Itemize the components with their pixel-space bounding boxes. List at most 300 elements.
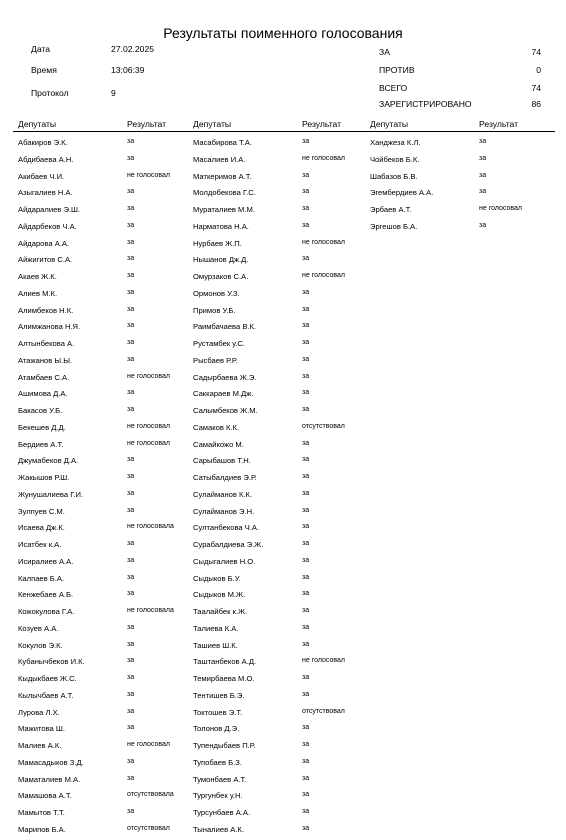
table-row	[18, 605, 196, 622]
table-row	[18, 505, 196, 522]
vote-result: за	[127, 406, 135, 413]
table-row	[18, 622, 196, 639]
table-row	[193, 722, 371, 739]
deputy-name: Кубанычбеков И.К.	[18, 657, 85, 667]
table-row	[18, 773, 196, 790]
deputy-name: Эргешов Б.А.	[370, 221, 418, 231]
deputy-name: Маткеримов А.Т.	[193, 171, 252, 181]
table-row	[18, 237, 196, 254]
deputy-name: Бекешев Д.Д.	[18, 422, 66, 432]
deputy-name: Саккараев М.Дж.	[193, 389, 254, 399]
header-result-3: Результат	[479, 119, 519, 129]
vote-result: за	[302, 774, 310, 782]
deputy-name: Эгембердиев А.А.	[370, 188, 434, 198]
table-row	[18, 387, 196, 404]
vote-result: за	[302, 171, 310, 179]
header-deputies-3: Депутаты	[370, 119, 409, 129]
tally-registered-label: ЗАРЕГИСТРИРОВАНО	[379, 99, 472, 109]
meta-protocol-value: 9	[111, 88, 116, 98]
deputy-name: Акаев Ж.К.	[18, 272, 57, 281]
vote-result: не голосовала	[127, 523, 174, 531]
deputy-name: Калпаев Б.А.	[18, 573, 65, 583]
document-title: Результаты поименного голосования	[163, 25, 403, 41]
vote-result: за	[127, 724, 135, 732]
vote-result: за	[127, 590, 135, 598]
deputy-name: Шабазов Б.В.	[370, 171, 418, 181]
deputy-name: Мамасадыков З.Д.	[18, 757, 84, 767]
vote-result: за	[127, 305, 135, 313]
deputy-name: Алиев М.К.	[18, 288, 58, 298]
vote-result: за	[127, 473, 135, 480]
table-row	[18, 756, 196, 773]
deputy-name: Айжигитов С.А.	[18, 255, 73, 265]
table-row	[193, 622, 371, 639]
table-row	[18, 304, 196, 321]
table-row	[18, 538, 196, 555]
deputy-name: Сулайманов Э.Н.	[193, 506, 255, 516]
vote-result: за	[127, 272, 135, 279]
table-row	[193, 186, 371, 203]
vote-result: за	[302, 590, 310, 598]
meta-time-label: Время	[31, 65, 57, 75]
table-column-3	[370, 136, 548, 237]
vote-result: за	[127, 339, 135, 346]
table-row	[18, 471, 196, 488]
deputy-name: Сыдыков Б.У.	[193, 573, 241, 583]
deputy-name: Айдарова А.А.	[18, 238, 70, 248]
table-row	[193, 672, 371, 689]
meta-protocol-label: Протокол	[31, 88, 69, 98]
vote-result: не голосовал	[302, 154, 345, 162]
vote-result: за	[302, 607, 310, 614]
deputy-name: Тупобаев Б.З.	[193, 757, 242, 767]
table-row	[193, 555, 371, 572]
deputy-name: Бакасов У.Б.	[18, 406, 63, 415]
deputy-name: Мамытов Т.Т.	[18, 808, 65, 817]
table-row	[18, 136, 196, 153]
vote-result: за	[302, 741, 310, 748]
deputy-name: Кожокулова Г.А.	[18, 607, 75, 616]
vote-result: не голосовал	[302, 238, 345, 246]
tally-for-value: 74	[531, 47, 541, 57]
table-row	[18, 555, 196, 572]
deputy-name: Кенжебаев А.Б.	[18, 590, 74, 600]
deputy-name: Чойбеков Б.К.	[370, 154, 420, 164]
vote-result: не голосовал	[127, 372, 170, 380]
vote-result: за	[127, 154, 135, 162]
vote-result: за	[127, 707, 135, 715]
deputy-name: Исатбек к.А.	[18, 540, 62, 549]
vote-result: за	[302, 556, 310, 564]
table-row	[18, 203, 196, 220]
table-row	[18, 722, 196, 739]
table-row	[193, 488, 371, 505]
deputy-name: Жунушалиева Г.И.	[18, 489, 84, 499]
table-row	[193, 304, 371, 321]
vote-result: за	[302, 690, 310, 698]
deputy-name: Алтынбекова А.	[18, 339, 75, 348]
vote-result: за	[302, 506, 310, 514]
vote-result: не голосовал	[302, 272, 345, 279]
vote-result: за	[127, 489, 135, 497]
table-row	[18, 488, 196, 505]
deputy-name: Сатыбалдиев Э.Р.	[193, 473, 257, 482]
deputy-name: Мамашова А.Т.	[18, 791, 72, 801]
vote-result: за	[127, 540, 135, 547]
table-row	[193, 237, 371, 254]
vote-result: за	[302, 540, 310, 547]
vote-result: за	[127, 657, 135, 665]
vote-result: за	[127, 640, 135, 648]
table-row	[193, 153, 371, 170]
tally-registered-row	[379, 99, 541, 111]
meta-date-label: Дата	[31, 44, 51, 54]
table-row	[18, 287, 196, 304]
tally-total-label: ВСЕГО	[379, 83, 408, 93]
vote-result: за	[302, 255, 310, 263]
vote-result: за	[127, 255, 135, 263]
table-row	[18, 153, 196, 170]
table-row	[193, 806, 371, 823]
vote-result: за	[302, 372, 310, 380]
table-row	[193, 270, 371, 287]
table-row	[193, 404, 371, 421]
vote-result: за	[302, 221, 310, 229]
table-row	[193, 823, 371, 840]
deputy-name: Салымбеков Ж.М.	[193, 406, 258, 415]
table-row	[18, 806, 196, 823]
table-row	[18, 320, 196, 337]
table-column-1	[18, 136, 196, 840]
tally-total-value: 74	[531, 83, 541, 93]
vote-result: за	[127, 757, 135, 765]
table-row	[18, 655, 196, 672]
vote-result: отсутствовал	[127, 824, 170, 832]
deputy-name: Молдобекова Г.С.	[193, 188, 256, 198]
deputy-name: Жакышов Р.Ш.	[18, 473, 70, 482]
table-row	[193, 639, 371, 656]
deputy-name: Токтошев Э.Т.	[193, 707, 243, 717]
deputy-name: Сыдыгалиев Н.О.	[193, 556, 256, 566]
vote-result: за	[302, 674, 310, 681]
vote-result: за	[302, 355, 310, 363]
header-divider	[13, 131, 555, 132]
deputy-name: Алимбеков Н.К.	[18, 305, 74, 315]
deputy-name: Тентишев Б.Э.	[193, 690, 245, 700]
deputy-name: Сарыбашов Т.Н.	[193, 456, 251, 466]
deputy-name: Ашимова Д.А.	[18, 389, 68, 399]
table-row	[18, 823, 196, 840]
vote-result: за	[127, 138, 135, 145]
deputy-name: Тыналиев А.К.	[193, 824, 244, 834]
vote-result: отсутствовал	[302, 422, 345, 430]
vote-result: не голосовал	[127, 439, 170, 447]
deputy-name: Нурбаев Ж.П.	[193, 238, 242, 248]
vote-result: не голосовал	[127, 422, 170, 430]
deputy-name: Ханджеза К.Л.	[370, 138, 421, 147]
vote-result: за	[479, 171, 487, 179]
deputy-name: Тургунбек у.Н.	[193, 791, 243, 801]
vote-result: не голосовал	[127, 741, 170, 748]
tally-total-row	[379, 83, 541, 95]
deputy-name: Маматалиев М.А.	[18, 774, 81, 784]
vote-result: за	[479, 154, 487, 162]
vote-result: за	[127, 556, 135, 564]
deputy-name: Рустамбек у.С.	[193, 339, 245, 348]
header-result-1: Результат	[127, 119, 167, 129]
vote-result: за	[302, 339, 310, 346]
meta-time-value: 13:06:39	[111, 65, 145, 75]
table-row	[18, 588, 196, 605]
table-row	[193, 739, 371, 756]
table-row	[193, 505, 371, 522]
table-row	[193, 471, 371, 488]
deputy-name: Акибаев Ч.И.	[18, 171, 65, 181]
vote-result: за	[127, 188, 135, 196]
deputy-name: Нышанов Дж.Д.	[193, 255, 249, 265]
deputy-name: Эрбаев А.Т.	[370, 205, 412, 214]
vote-result: не голосовала	[127, 607, 174, 614]
table-row	[193, 454, 371, 471]
deputy-name: Бердиев А.Т.	[18, 439, 64, 449]
table-row	[193, 354, 371, 371]
vote-result: за	[302, 757, 310, 765]
deputy-name: Атамбаев С.А.	[18, 372, 70, 382]
vote-result: не голосовал	[127, 171, 170, 179]
deputy-name: Мураталиев М.М.	[193, 205, 255, 214]
deputy-name: Малиев А.К.	[18, 741, 62, 750]
deputy-name: Примов У.Б.	[193, 305, 236, 315]
vote-result: за	[302, 724, 310, 732]
deputy-name: Исиралиев А.А.	[18, 556, 74, 566]
vote-result: за	[127, 221, 135, 229]
deputy-name: Рысбаев Р.Р.	[193, 355, 238, 365]
deputy-name: Исаева Дж.К.	[18, 523, 65, 533]
table-row	[193, 689, 371, 706]
table-row	[370, 220, 548, 237]
deputy-name: Сурабалдиева Э.Ж.	[193, 540, 264, 549]
vote-result: за	[302, 439, 310, 447]
vote-result: отсутствовала	[127, 791, 174, 799]
vote-result: за	[127, 573, 135, 581]
vote-result: за	[302, 389, 310, 397]
deputy-name: Козуев А.А.	[18, 623, 59, 633]
header-deputies-1: Депутаты	[18, 119, 57, 129]
table-row	[18, 337, 196, 354]
vote-result: за	[127, 506, 135, 514]
vote-result: за	[127, 288, 135, 296]
meta-time-row	[31, 65, 211, 77]
deputy-name: Турсунбаев А.А.	[193, 808, 251, 817]
table-row	[193, 203, 371, 220]
vote-result: за	[302, 406, 310, 413]
table-column-2	[193, 136, 371, 840]
deputy-name: Зулпуев С.М.	[18, 506, 65, 516]
vote-result: не голосовал	[479, 205, 522, 212]
table-row	[18, 186, 196, 203]
deputy-name: Темирбаева М.О.	[193, 674, 255, 683]
deputy-name: Кокулов Э.К.	[18, 640, 63, 650]
deputy-name: Алимжанова Н.Я.	[18, 322, 81, 332]
deputy-name: Султанбекова Ч.А.	[193, 523, 260, 533]
tally-for-label: ЗА	[379, 47, 390, 57]
table-row	[193, 287, 371, 304]
table-row	[370, 203, 548, 220]
header-deputies-2: Депутаты	[193, 119, 232, 129]
vote-result: за	[127, 389, 135, 397]
vote-result: за	[127, 674, 135, 681]
table-row	[370, 153, 548, 170]
table-row	[18, 454, 196, 471]
meta-date-value: 27.02.2025	[111, 44, 155, 54]
deputy-name: Джумабеков Д.А.	[18, 456, 79, 466]
vote-result: за	[127, 774, 135, 782]
table-row	[193, 538, 371, 555]
table-row	[18, 220, 196, 237]
vote-result: не голосовал	[302, 657, 345, 665]
table-row	[193, 421, 371, 438]
deputy-name: Кылычбаев А.Т.	[18, 690, 74, 700]
deputy-name: Таалайбек к.Ж.	[193, 607, 248, 616]
vote-result: за	[127, 690, 135, 698]
table-row	[193, 220, 371, 237]
deputy-name: Мажитова Ш.	[18, 724, 65, 734]
table-row	[18, 170, 196, 187]
table-row	[193, 170, 371, 187]
table-row	[18, 789, 196, 806]
table-row	[193, 320, 371, 337]
table-row	[18, 404, 196, 421]
deputy-name: Айдаралиев Э.Ш.	[18, 205, 81, 214]
vote-result: за	[302, 456, 310, 464]
vote-result: за	[302, 824, 310, 832]
tally-against-row	[379, 65, 541, 77]
deputy-name: Толонов Д.Э.	[193, 724, 240, 734]
deputy-name: Марипов Б.А.	[18, 824, 66, 834]
table-row	[18, 253, 196, 270]
deputy-name: Садырбаева Ж.Э.	[193, 372, 257, 382]
table-row	[193, 773, 371, 790]
deputy-name: Лурова Л.Х.	[18, 707, 60, 717]
vote-result: за	[302, 640, 310, 648]
deputy-name: Раимбачаева В.К.	[193, 322, 257, 332]
deputy-name: Самайкожо М.	[193, 439, 244, 449]
table-row	[193, 789, 371, 806]
tally-against-label: ПРОТИВ	[379, 65, 415, 75]
meta-date-row	[31, 44, 211, 56]
table-row	[18, 521, 196, 538]
deputy-name: Абдибаева А.Н.	[18, 154, 74, 164]
tally-against-value: 0	[536, 65, 541, 75]
table-row	[18, 354, 196, 371]
vote-result: за	[302, 473, 310, 480]
vote-result: за	[302, 188, 310, 196]
deputy-name: Азыгалиев Н.А.	[18, 188, 73, 198]
vote-result: за	[302, 623, 310, 631]
table-row	[18, 438, 196, 455]
vote-result: за	[127, 355, 135, 363]
vote-result: за	[479, 138, 487, 145]
deputy-name: Самаков К.К.	[193, 422, 240, 432]
table-row	[193, 371, 371, 388]
deputy-name: Сыдыков М.Ж.	[193, 590, 246, 600]
deputy-name: Таштанбеков А.Д.	[193, 657, 257, 667]
vote-result: за	[127, 205, 135, 212]
table-row	[193, 521, 371, 538]
vote-result: отсутствовал	[302, 707, 345, 715]
vote-result: за	[302, 489, 310, 497]
vote-result: за	[302, 322, 310, 330]
vote-result: за	[302, 791, 310, 799]
table-row	[18, 739, 196, 756]
table-row	[18, 270, 196, 287]
vote-result: за	[479, 221, 487, 229]
table-row	[370, 136, 548, 153]
tally-for-row	[379, 47, 541, 59]
table-row	[18, 421, 196, 438]
table-row	[193, 136, 371, 153]
table-row	[193, 253, 371, 270]
table-row	[18, 672, 196, 689]
vote-result: за	[127, 322, 135, 330]
deputy-name: Тумонбаев А.Т.	[193, 774, 247, 784]
tally-registered-value: 86	[531, 99, 541, 109]
table-row	[193, 387, 371, 404]
table-row	[193, 572, 371, 589]
table-row	[370, 186, 548, 203]
vote-result: за	[127, 808, 135, 815]
deputy-name: Масалиев И.А.	[193, 154, 246, 164]
table-row	[193, 588, 371, 605]
table-row	[18, 689, 196, 706]
table-row	[18, 706, 196, 723]
deputy-name: Ормонов У.З.	[193, 288, 240, 298]
deputy-name: Айдарбеков Ч.А.	[18, 221, 77, 231]
table-row	[193, 337, 371, 354]
vote-result: за	[302, 523, 310, 531]
vote-result: за	[302, 305, 310, 313]
deputy-name: Омурзаков С.А.	[193, 272, 249, 281]
meta-protocol-row	[31, 88, 211, 100]
deputy-name: Кыдыкбаев Ж.С.	[18, 674, 77, 683]
vote-result: за	[302, 205, 310, 212]
vote-result: за	[479, 188, 487, 196]
deputy-name: Атажанов Ы.Ы.	[18, 355, 73, 365]
table-row	[193, 756, 371, 773]
table-row	[370, 170, 548, 187]
vote-result: за	[127, 456, 135, 464]
deputy-name: Нарматова Н.А.	[193, 221, 249, 231]
table-row	[193, 655, 371, 672]
vote-result: за	[127, 623, 135, 631]
vote-result: за	[127, 238, 135, 246]
header-result-2: Результат	[302, 119, 342, 129]
vote-result: за	[302, 138, 310, 145]
table-row	[193, 438, 371, 455]
deputy-name: Ташиев Ш.К.	[193, 640, 238, 650]
deputy-name: Тупендыбаев П.Р.	[193, 741, 256, 750]
table-row	[18, 639, 196, 656]
table-row	[193, 605, 371, 622]
vote-result: за	[302, 288, 310, 296]
table-row	[18, 371, 196, 388]
deputy-name: Масабирова Т.А.	[193, 138, 253, 147]
vote-result: за	[302, 573, 310, 581]
deputy-name: Абакиров Э.К.	[18, 138, 68, 147]
vote-result: за	[302, 808, 310, 815]
deputy-name: Сулайманов К.К.	[193, 489, 253, 499]
deputy-name: Талиева К.А.	[193, 623, 239, 633]
